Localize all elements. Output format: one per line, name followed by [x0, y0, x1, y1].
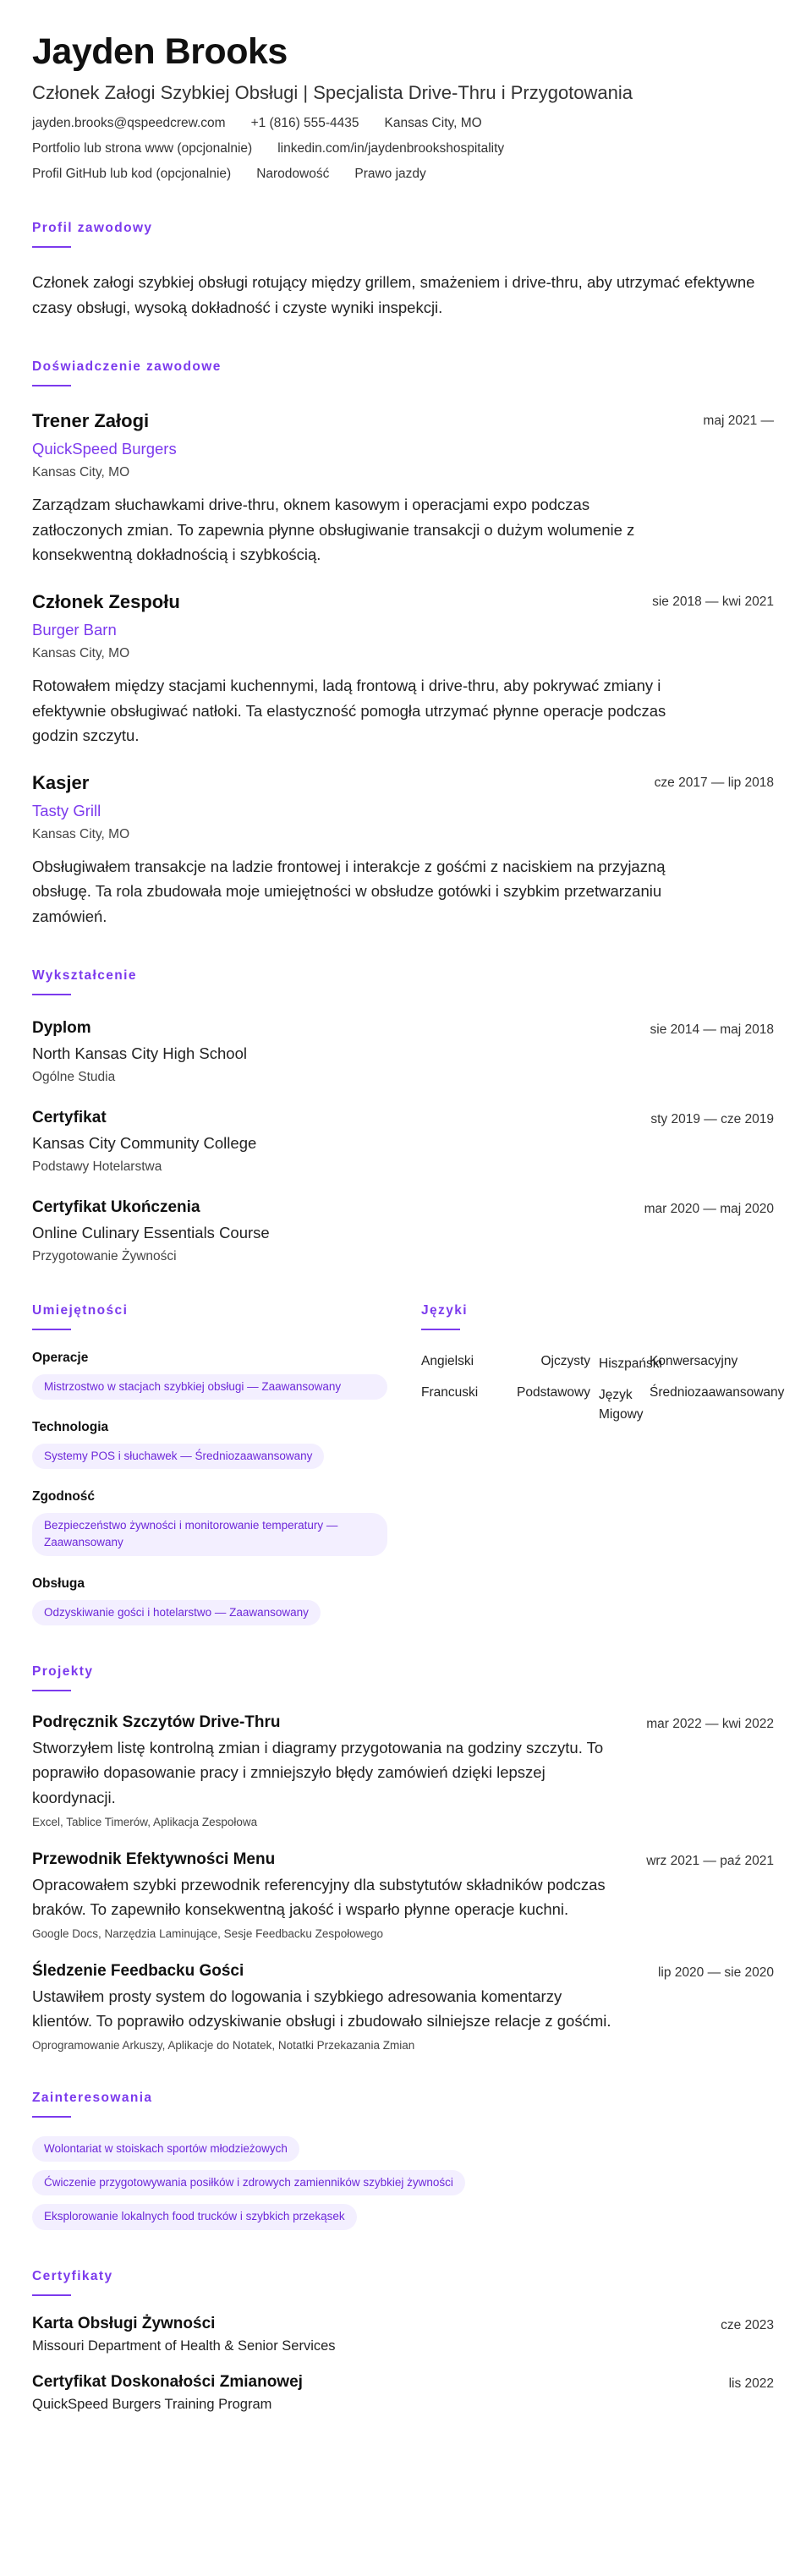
section-title: Doświadczenie zawodowe: [32, 359, 222, 375]
skill-tag: Systemy POS i słuchawek — Średniozaawansowany: [32, 1444, 324, 1469]
experience-entry: [32, 772, 774, 929]
degree-title: Certyfikat Ukończenia: [32, 1198, 200, 1216]
experience-entry: [32, 591, 774, 748]
certificate-date: cze 2023: [721, 2317, 774, 2332]
skill-group: [32, 1576, 421, 1625]
education-dates: sie 2014 — maj 2018: [650, 1022, 774, 1037]
section-divider: [32, 2294, 71, 2296]
education-entry: [32, 1109, 774, 1175]
language-level: Podstawowy: [516, 1384, 590, 1400]
nationality: Narodowość: [256, 167, 330, 182]
project-dates: wrz 2021 — paź 2021: [646, 1853, 774, 1868]
certificate-entry: [32, 2315, 774, 2354]
company-name: QuickSpeed Burgers: [32, 440, 177, 458]
section-divider: [32, 1690, 71, 1691]
language-row: [421, 1354, 774, 1373]
skill-category: Technologia: [32, 1419, 109, 1434]
profile-summary: Członek załogi szybkiej obsługi rotujący między grillem, smażeniem i drive-thru, aby utrzymać efektywne czasy obsługi, wysoką dokładność i czyste wyniki inspekcji.: [32, 273, 755, 317]
certificate-issuer: Missouri Department of Health & Senior Services: [32, 2338, 336, 2354]
certificate-date: lis 2022: [728, 2376, 774, 2391]
section-divider: [32, 2116, 71, 2118]
job-description: Zarządzam słuchawkami drive-thru, oknem kasowym i operacjami expo podczas zatłoczonych zmian. To zapewnia płynne obsługiwanie transakcji o dużym wolumenie z konsekwentną dokładnością i szybkością.: [32, 496, 635, 564]
job-description: Obsługiwałem transakcje na ladzie frontowej i interakcje z gośćmi z naciskiem na przyjazną obsługę. Ta rola zbudowała moje umiejętności w obsłudze gotówki i szybkim przetwarzaniu zamówień.: [32, 857, 666, 925]
section-title: Języki: [421, 1302, 468, 1318]
degree-title: Certyfikat: [32, 1108, 107, 1126]
language-name: Angielski: [421, 1353, 474, 1368]
language-level: Konwersacyjny: [650, 1353, 738, 1368]
skill-group: [32, 1489, 421, 1556]
profile-section: [32, 221, 774, 321]
skill-group: [32, 1351, 421, 1400]
interest-tag: Wolontariat w stoiskach sportów młodzieżowych: [32, 2136, 299, 2162]
field-of-study: Ogólne Studia: [32, 1069, 116, 1084]
experience-entry: [32, 410, 774, 567]
education-section: [32, 968, 774, 1264]
github-link[interactable]: Profil GitHub lub kod (opcjonalnie): [32, 167, 232, 182]
project-dates: lip 2020 — sie 2020: [657, 1965, 774, 1980]
project-entry: [32, 1850, 774, 1940]
interest-tag: Eksplorowanie lokalnych food trucków i szybkich przekąsek: [32, 2204, 357, 2229]
skill-tag: Odzyskiwanie gości i hotelarstwo — Zaawansowany: [32, 1600, 321, 1625]
email-link[interactable]: jayden.brooks@qspeedcrew.com: [32, 116, 226, 131]
job-title: Trener Załogi: [32, 410, 150, 432]
field-of-study: Przygotowanie Żywności: [32, 1248, 177, 1263]
language-level: Ojczysty: [540, 1353, 590, 1368]
company-name: Burger Barn: [32, 621, 117, 639]
certificate-issuer: QuickSpeed Burgers Training Program: [32, 2396, 272, 2412]
project-description: Stworzyłem listę kontrolną zmian i diagramy przygotowania na godziny szczytu. To poprawiło dopasowanie pracy i zmniejszyło błędy zamówień dzięki lepszej koordynacji.: [32, 1738, 604, 1807]
driving-license: Prawo jazdy: [354, 167, 426, 182]
section-divider: [32, 1329, 71, 1330]
interest-tag: Ćwiczenie przygotowywania posiłków i zdrowych zamienników szybkiej żywności: [32, 2170, 465, 2195]
certificate-entry: [32, 2373, 774, 2413]
skill-tag: Mistrzostwo w stacjach szybkiej obsługi — Zaawansowany: [32, 1374, 387, 1400]
interest-list: [32, 2136, 774, 2230]
language-name: Język Migowy: [599, 1387, 644, 1422]
section-title: Certyfikaty: [32, 2268, 113, 2283]
project-entry: [32, 1962, 774, 2052]
education-entry: [32, 1198, 774, 1264]
experience-section: [32, 359, 774, 929]
project-tools: Google Docs, Narzędzia Laminujące, Sesje Feedbacku Zespołowego: [32, 1927, 383, 1940]
contact-row-1: [32, 116, 774, 131]
education-entry: [32, 1019, 774, 1085]
school-name: Online Culinary Essentials Course: [32, 1223, 270, 1241]
phone-number: +1 (816) 555-4435: [250, 116, 359, 131]
language-name: Francuski: [421, 1384, 479, 1400]
job-dates: sie 2018 — kwi 2021: [652, 595, 774, 610]
language-row: [421, 1384, 785, 1425]
languages-section: [421, 1302, 785, 1625]
location: Kansas City, MO: [384, 116, 482, 131]
project-entry: [32, 1713, 774, 1828]
section-title: Projekty: [32, 1663, 94, 1679]
project-description: Opracowałem szybki przewodnik referencyjny dla substytutów składników podczas braków. To zapewniło konsekwentną jakość i wsparło płynne operacje kuchni.: [32, 1875, 606, 1919]
job-location: Kansas City, MO: [32, 826, 130, 841]
education-dates: sty 2019 — cze 2019: [650, 1111, 774, 1126]
field-of-study: Podstawy Hotelarstwa: [32, 1159, 162, 1174]
job-description: Rotowałem między stacjami kuchennymi, ladą frontową i drive-thru, aby pokrywać zmiany i efektywnie obsługiwać natłoki. Ta elastyczność pomogła utrzymać płynne operacje podczas godzin szczytu.: [32, 677, 666, 745]
school-name: North Kansas City High School: [32, 1044, 247, 1062]
linkedin-link[interactable]: linkedin.com/in/jaydenbrookshospitality: [277, 141, 505, 156]
projects-section: [32, 1664, 774, 2052]
project-dates: mar 2022 — kwi 2022: [646, 1716, 774, 1731]
certificates-section: [32, 2269, 774, 2413]
school-name: Kansas City Community College: [32, 1133, 257, 1152]
candidate-name: Jayden Brooks: [32, 31, 288, 72]
skill-tag: Bezpieczeństwo żywności i monitorowanie temperatury — Zaawansowany: [32, 1513, 387, 1556]
candidate-headline: Członek Załogi Szybkiej Obsługi | Specjalista Drive-Thru i Przygotowania: [32, 82, 633, 104]
project-description: Ustawiłem prosty system do logowania i szybkiego adresowania komentarzy klientów. To poprawiło odzyskiwanie obsługi i zbudowało silniejsze relacje z gośćmi.: [32, 1987, 611, 2031]
contact-row-3: [32, 167, 774, 182]
skill-group: [32, 1420, 421, 1469]
job-location: Kansas City, MO: [32, 465, 130, 480]
degree-title: Dyplom: [32, 1018, 91, 1037]
languages-table: [421, 1353, 785, 1425]
section-title: Umiejętności: [32, 1302, 129, 1318]
skill-category: Zgodność: [32, 1489, 96, 1504]
section-divider: [421, 1329, 460, 1330]
contact-row-2: [32, 141, 774, 156]
project-title: Śledzenie Feedbacku Gości: [32, 1961, 244, 1980]
job-location: Kansas City, MO: [32, 646, 130, 661]
section-title: Wykształcenie: [32, 967, 137, 983]
project-tools: Excel, Tablice Timerów, Aplikacja Zespołowa: [32, 1815, 258, 1828]
language-name: Hiszpański: [599, 1356, 662, 1371]
certificate-title: Certyfikat Doskonałości Zmianowej: [32, 2372, 303, 2391]
language-level: Średniozaawansowany: [650, 1384, 785, 1400]
certificate-title: Karta Obsługi Żywności: [32, 2314, 216, 2332]
section-divider: [32, 246, 71, 248]
job-dates: maj 2021 —: [703, 414, 774, 429]
skill-category: Obsługa: [32, 1576, 85, 1591]
skill-category: Operacje: [32, 1350, 89, 1365]
section-title: Profil zawodowy: [32, 221, 153, 236]
job-dates: cze 2017 — lip 2018: [654, 775, 774, 790]
job-title: Kasjer: [32, 771, 90, 793]
resume-header: [32, 32, 774, 182]
education-dates: mar 2020 — maj 2020: [644, 1201, 774, 1216]
job-title: Członek Zespołu: [32, 591, 180, 613]
portfolio-link[interactable]: Portfolio lub strona www (opcjonalnie): [32, 141, 253, 156]
section-divider: [32, 385, 71, 386]
skills-section: [32, 1303, 421, 1625]
project-tools: Oprogramowanie Arkuszy, Aplikacje do Notatek, Notatki Przekazania Zmian: [32, 2038, 415, 2052]
section-divider: [32, 994, 71, 995]
project-title: Podręcznik Szczytów Drive-Thru: [32, 1713, 281, 1731]
interests-section: [32, 2091, 774, 2230]
skills-languages-row: [32, 1302, 785, 1625]
company-name: Tasty Grill: [32, 801, 101, 819]
project-title: Przewodnik Efektywności Menu: [32, 1850, 276, 1868]
section-title: Zainteresowania: [32, 2090, 153, 2105]
